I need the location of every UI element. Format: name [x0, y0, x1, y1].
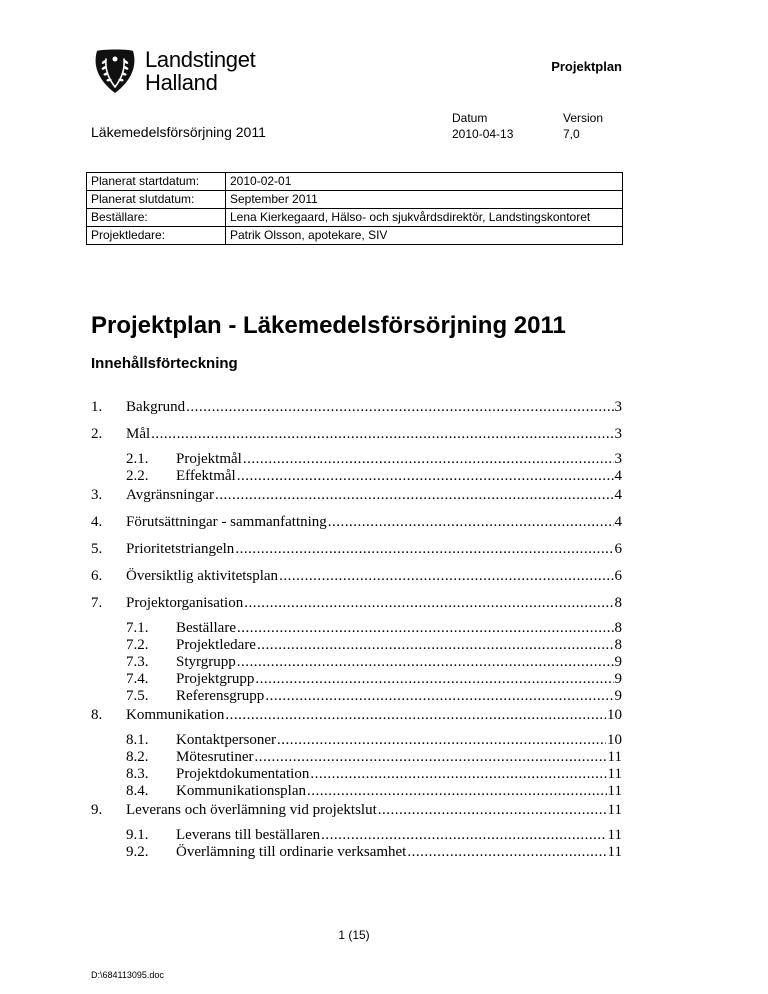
toc-leader-dots — [237, 653, 614, 671]
toc-title: Beställare — [176, 620, 236, 636]
meta-row — [87, 227, 623, 245]
toc-leader-dots — [277, 731, 606, 749]
date-value: 2010-04-13 — [452, 127, 514, 141]
toc-leader-dots — [321, 826, 606, 844]
version-label: Version — [563, 111, 604, 125]
toc-leader-dots — [310, 765, 606, 783]
toc-number: 1. — [91, 399, 103, 415]
toc-title: Bakgrund — [126, 399, 186, 415]
toc-number: 7.2. — [126, 637, 149, 653]
toc-title: Kontaktpersoner — [176, 732, 276, 748]
toc-leader-dots — [243, 450, 614, 468]
project-meta-table — [86, 172, 623, 245]
date-label: Datum — [452, 111, 488, 125]
toc-number: 9.1. — [126, 827, 149, 843]
toc-title: Projektmål — [176, 451, 242, 467]
toc-leader-dots — [328, 513, 614, 531]
toc-page-number: 10 — [607, 732, 622, 748]
toc-page-number: 11 — [607, 766, 622, 782]
toc-entry[interactable] — [91, 748, 622, 766]
toc-title: Kommunikation — [126, 707, 225, 723]
toc-page-number: 11 — [607, 749, 622, 765]
toc-entry[interactable] — [91, 425, 622, 443]
toc-page-number: 3 — [614, 399, 622, 415]
meta-value: Lena Kierkegaard, Hälso- och sjukvårdsdirektör, Landstingskontoret — [226, 209, 623, 227]
toc-entry[interactable] — [91, 706, 622, 724]
header-title: Läkemedelsförsörjning 2011 — [91, 124, 266, 140]
toc-number: 2. — [91, 426, 103, 442]
toc-page-number: 10 — [607, 707, 622, 723]
toc-number: 8.1. — [126, 732, 149, 748]
toc-leader-dots — [407, 843, 606, 861]
toc-entry[interactable] — [91, 594, 622, 612]
toc-page-number: 3 — [614, 426, 622, 442]
toc-page-number: 9 — [614, 671, 622, 687]
toc-title: Projektledare — [176, 637, 256, 653]
toc-leader-dots — [151, 425, 613, 443]
toc-leader-dots — [378, 801, 607, 819]
toc-title: Projektdokumentation — [176, 766, 310, 782]
toc-title: Översiktlig aktivitetsplan — [126, 568, 279, 584]
toc-title: Styrgrupp — [176, 654, 236, 670]
meta-value: Patrik Olsson, apotekare, SIV — [226, 227, 623, 245]
toc-title: Projektorganisation — [126, 595, 244, 611]
toc-number: 8.4. — [126, 783, 149, 799]
toc-entry[interactable] — [91, 540, 622, 558]
logo-wordmark — [145, 48, 255, 94]
toc-entry[interactable] — [91, 567, 622, 585]
toc-page-number: 4 — [614, 487, 622, 503]
toc-entry[interactable] — [91, 687, 622, 705]
landstinget-halland-logo — [91, 47, 255, 95]
toc-leader-dots — [279, 567, 613, 585]
toc-leader-dots — [235, 540, 613, 558]
toc-entry[interactable] — [91, 826, 622, 844]
toc-title: Projektgrupp — [176, 671, 255, 687]
page-title: Projektplan - Läkemedelsförsörjning 2011 — [91, 312, 566, 339]
meta-row — [87, 209, 623, 227]
toc-entry[interactable] — [91, 782, 622, 800]
meta-value: September 2011 — [226, 191, 623, 209]
toc-title: Förutsättningar - sammanfattning — [126, 514, 327, 530]
toc-title: Effektmål — [176, 468, 236, 484]
logo-text-line2: Halland — [145, 70, 218, 95]
toc-heading: Innehållsförteckning — [91, 355, 238, 372]
meta-key: Planerat slutdatum: — [87, 191, 226, 209]
toc-number: 7. — [91, 595, 103, 611]
toc-title: Mötesrutiner — [176, 749, 254, 765]
toc-title: Kommunikationsplan — [176, 783, 306, 799]
toc-title: Mål — [126, 426, 151, 442]
file-path: D:\684113095.doc — [91, 970, 164, 980]
toc-page-number: 6 — [614, 568, 622, 584]
toc-number: 8. — [91, 707, 103, 723]
toc-entry[interactable] — [91, 843, 622, 861]
toc-title: Avgränsningar — [126, 487, 215, 503]
version-value: 7,0 — [563, 127, 580, 141]
meta-value: 2010-02-01 — [226, 173, 623, 191]
version-block — [563, 110, 603, 142]
toc-page-number: 6 — [614, 541, 622, 557]
toc-number: 9. — [91, 802, 103, 818]
meta-key: Beställare: — [87, 209, 226, 227]
toc-number: 2.1. — [126, 451, 149, 467]
toc-entry[interactable] — [91, 801, 622, 819]
meta-key: Planerat startdatum: — [87, 173, 226, 191]
toc-leader-dots — [237, 619, 614, 637]
toc-page-number: 8 — [614, 620, 622, 636]
toc-title: Leverans och överlämning vid projektslut — [126, 802, 377, 818]
toc-entry[interactable] — [91, 653, 622, 671]
toc-entry[interactable] — [91, 636, 622, 654]
toc-title: Prioritetstriangeln — [126, 541, 235, 557]
toc-number: 5. — [91, 541, 103, 557]
toc-entry[interactable] — [91, 398, 622, 416]
toc-leader-dots — [237, 467, 614, 485]
meta-key: Projektledare: — [87, 227, 226, 245]
toc-entry[interactable] — [91, 467, 622, 485]
toc-entry[interactable] — [91, 619, 622, 637]
toc-number: 7.5. — [126, 688, 149, 704]
toc-leader-dots — [307, 782, 607, 800]
toc-number: 8.2. — [126, 749, 149, 765]
page-number: 1 (15) — [338, 928, 370, 942]
toc-number: 8.3. — [126, 766, 149, 782]
toc-number: 7.1. — [126, 620, 149, 636]
toc-page-number: 11 — [607, 783, 622, 799]
toc-title: Leverans till beställaren — [176, 827, 321, 843]
toc-page-number: 8 — [614, 637, 622, 653]
toc-leader-dots — [186, 398, 613, 416]
toc-leader-dots — [255, 670, 613, 688]
toc-leader-dots — [254, 748, 606, 766]
toc-leader-dots — [225, 706, 606, 724]
toc-entry[interactable] — [91, 513, 622, 531]
toc-number: 7.4. — [126, 671, 149, 687]
toc-page-number: 11 — [607, 827, 622, 843]
meta-row — [87, 173, 623, 191]
toc-page-number: 11 — [607, 844, 622, 860]
toc-entry[interactable] — [91, 450, 622, 468]
toc-leader-dots — [257, 636, 614, 654]
toc-title: Överlämning till ordinarie verksamhet — [176, 844, 407, 860]
toc-leader-dots — [215, 486, 613, 504]
toc-number: 2.2. — [126, 468, 149, 484]
toc-number: 9.2. — [126, 844, 149, 860]
toc-number: 4. — [91, 514, 103, 530]
toc-page-number: 4 — [614, 514, 622, 530]
logo-text-line1: Landstinget — [145, 47, 256, 72]
toc-page-number: 4 — [614, 468, 622, 484]
toc-title: Referensgrupp — [176, 688, 265, 704]
document-type: Projektplan — [551, 59, 622, 74]
toc-entry[interactable] — [91, 731, 622, 749]
toc-page-number: 3 — [614, 451, 622, 467]
toc-page-number: 8 — [614, 595, 622, 611]
toc-page-number: 11 — [607, 802, 622, 818]
toc-number: 3. — [91, 487, 103, 503]
toc-page-number: 9 — [614, 688, 622, 704]
toc-page-number: 9 — [614, 654, 622, 670]
toc-number: 6. — [91, 568, 103, 584]
toc-number: 7.3. — [126, 654, 149, 670]
toc-entry[interactable] — [91, 670, 622, 688]
toc-entry[interactable] — [91, 486, 622, 504]
toc-leader-dots — [244, 594, 613, 612]
toc-entry[interactable] — [91, 765, 622, 783]
laurel-emblem-icon — [91, 47, 139, 95]
date-block — [452, 110, 513, 142]
toc-leader-dots — [265, 687, 613, 705]
meta-row — [87, 191, 623, 209]
